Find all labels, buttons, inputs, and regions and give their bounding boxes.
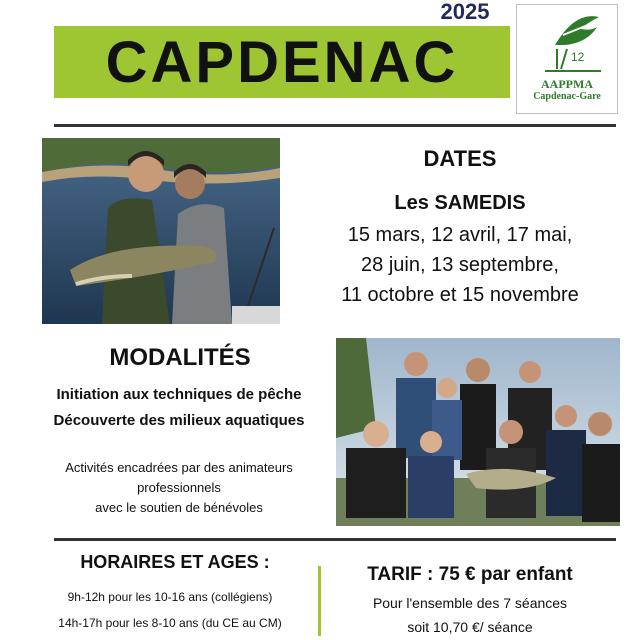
activities-line: professionnels <box>137 480 221 495</box>
horaires-line: 14h-17h pour les 8-10 ans (du CE au CM) <box>58 616 282 630</box>
page-title: CAPDENAC <box>105 29 459 95</box>
modalite-item: Initiation aux techniques de pêche <box>56 386 302 403</box>
fishing-photo-two-boys <box>42 138 280 324</box>
logo-name: AAPPMA <box>541 77 593 91</box>
modalite-item: Découverte des milieux aquatiques <box>53 412 305 429</box>
tarif-line: soit 10,70 €/ séance <box>407 619 533 635</box>
tarif-heading: TARIF : 75 € par enfant <box>367 564 573 585</box>
decorative-arc <box>270 0 450 20</box>
date-line: 11 octobre et 15 novembre <box>341 284 579 306</box>
horaires-line: 9h-12h pour les 10-16 ans (collégiens) <box>67 590 273 604</box>
title-banner <box>54 26 510 98</box>
date-line: 28 juin, 13 septembre, <box>361 254 559 276</box>
group-photo-children-instructors <box>336 338 620 526</box>
activities-line: Activités encadrées par des animateurs <box>65 460 293 475</box>
modalites-heading: MODALITÉS <box>109 344 251 371</box>
date-line: 15 mars, 12 avril, 17 mai, <box>347 224 573 246</box>
svg-text:12: 12 <box>571 50 585 64</box>
top-divider <box>54 124 616 127</box>
vertical-separator <box>318 566 321 636</box>
logo-location: Capdenac-Gare <box>533 91 601 102</box>
tarif-line: Pour l'ensemble des 7 séances <box>372 595 568 611</box>
activities-line: avec le soutien de bénévoles <box>95 500 263 515</box>
fish-logo-icon <box>517 5 617 77</box>
dates-day-label: Les SAMEDIS <box>394 192 526 214</box>
year-label: 2025 <box>440 0 490 24</box>
aappma-logo <box>516 4 618 114</box>
dates-heading: DATES <box>423 146 497 171</box>
bottom-divider <box>54 538 616 541</box>
horaires-heading: HORAIRES ET AGES : <box>80 552 270 572</box>
